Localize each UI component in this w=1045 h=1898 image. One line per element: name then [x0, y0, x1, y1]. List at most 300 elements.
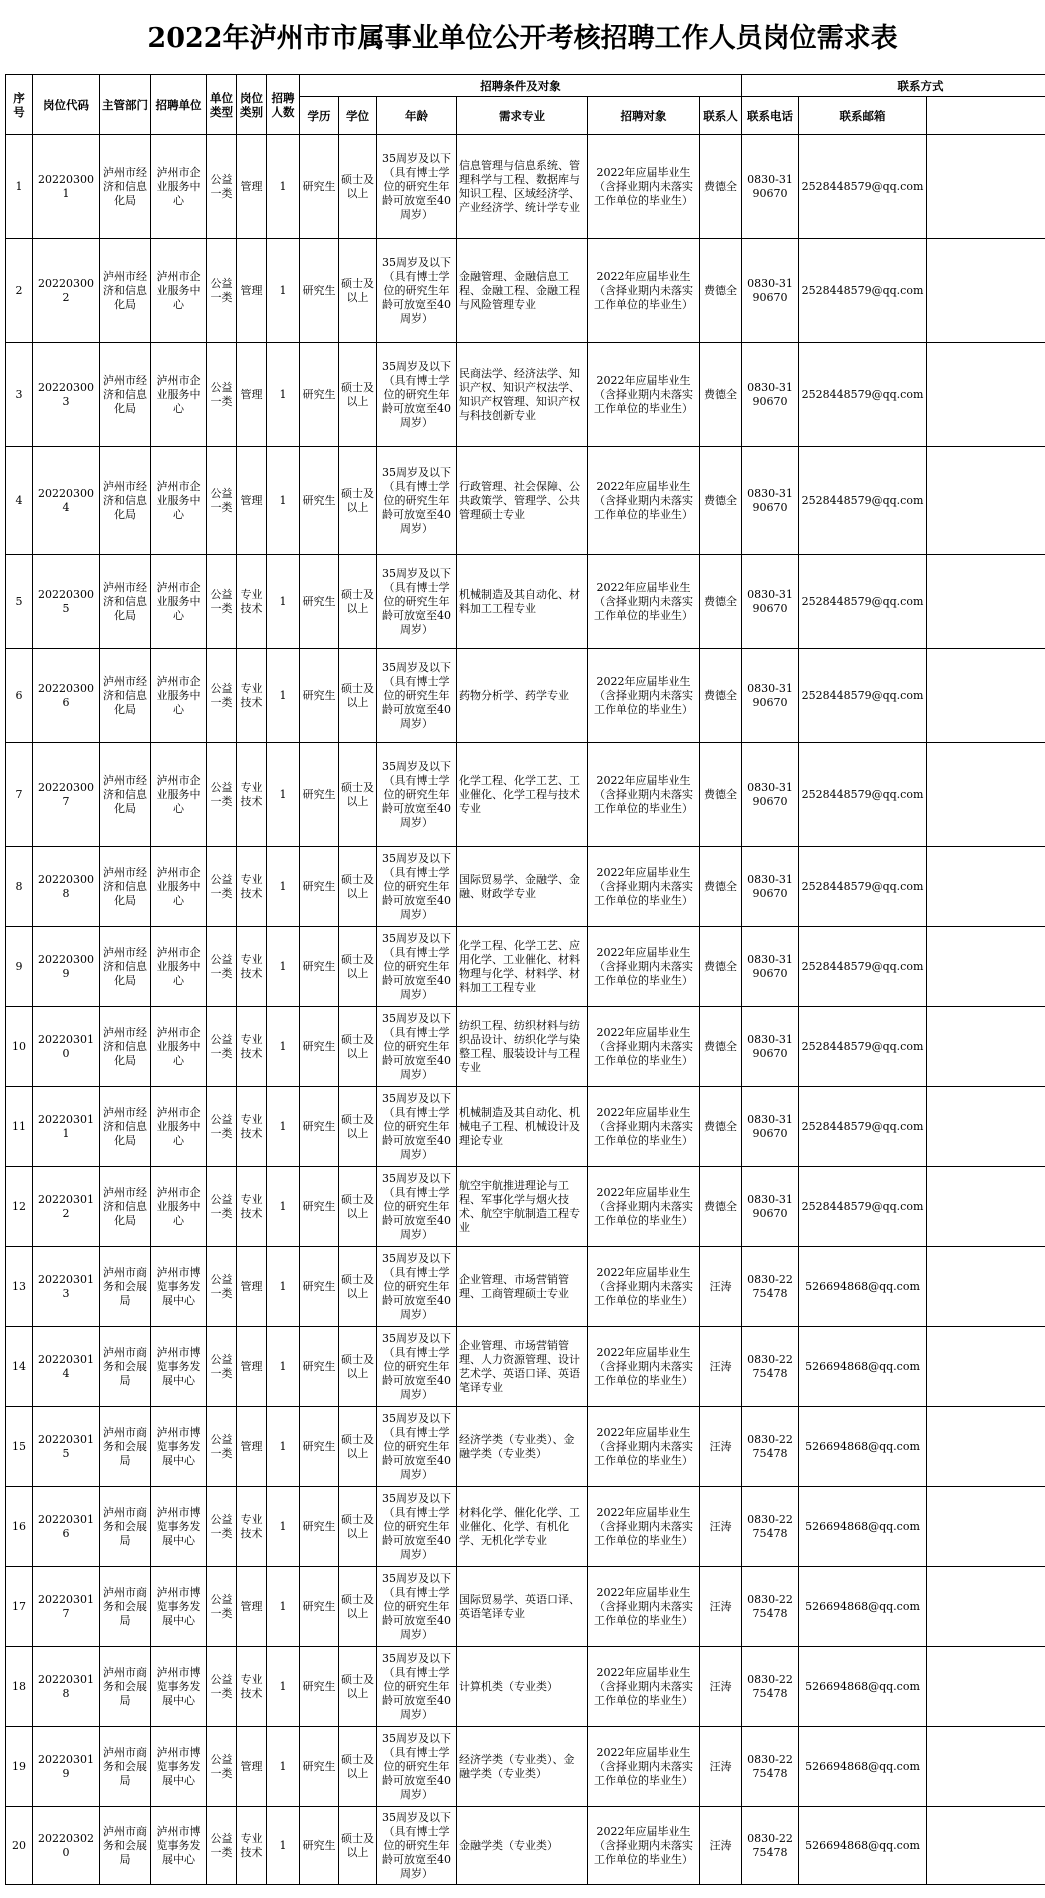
target-cell: 2022年应届毕业生（含择业期内未落实工作单位的毕业生）: [588, 447, 700, 555]
age-cell: 35周岁及以下（具有博士学位的研究生年龄可放宽至40周岁）: [377, 1567, 457, 1647]
remark-cell: [927, 1087, 1045, 1167]
col-header-post-category: 岗位类别: [237, 75, 267, 135]
unit-cell: 泸州市企业服务中心: [151, 343, 207, 447]
contact-person-cell: 费德全: [700, 1087, 742, 1167]
col-header-unit-type: 单位类型: [207, 75, 237, 135]
table-row: [6, 649, 1045, 743]
code-cell: 202203006: [33, 649, 100, 743]
email-cell: 526694868@qq.com: [799, 1727, 927, 1807]
education-cell: 研究生: [300, 1167, 339, 1247]
code-cell: 202203014: [33, 1327, 100, 1407]
dept-cell: 泸州市经济和信息化局: [100, 239, 151, 343]
table-row: [6, 927, 1045, 1007]
contact-person-cell: 费德全: [700, 447, 742, 555]
target-cell: 2022年应届毕业生（含择业期内未落实工作单位的毕业生）: [588, 1327, 700, 1407]
target-cell: 2022年应届毕业生（含择业期内未落实工作单位的毕业生）: [588, 743, 700, 847]
seq-cell: 14: [6, 1327, 33, 1407]
table-row: [6, 135, 1045, 239]
education-cell: 研究生: [300, 927, 339, 1007]
count-cell: 1: [267, 847, 300, 927]
contact-person-cell: 汪涛: [700, 1567, 742, 1647]
dept-cell: 泸州市经济和信息化局: [100, 555, 151, 649]
post-category-cell: 管理: [237, 1727, 267, 1807]
degree-cell: 硕士及以上: [339, 239, 377, 343]
email-cell: 2528448579@qq.com: [799, 447, 927, 555]
code-cell: 202203019: [33, 1727, 100, 1807]
table-row: [6, 1007, 1045, 1087]
target-cell: 2022年应届毕业生（含择业期内未落实工作单位的毕业生）: [588, 1807, 700, 1885]
unit-type-cell: 公益一类: [207, 927, 237, 1007]
unit-type-cell: 公益一类: [207, 135, 237, 239]
target-cell: 2022年应届毕业生（含择业期内未落实工作单位的毕业生）: [588, 847, 700, 927]
col-header-seq: 序号: [6, 75, 33, 135]
contact-person-cell: 汪涛: [700, 1407, 742, 1487]
age-cell: 35周岁及以下（具有博士学位的研究生年龄可放宽至40周岁）: [377, 1327, 457, 1407]
seq-cell: 20: [6, 1807, 33, 1885]
education-cell: 研究生: [300, 1327, 339, 1407]
degree-cell: 硕士及以上: [339, 1727, 377, 1807]
unit-cell: 泸州市企业服务中心: [151, 239, 207, 343]
major-cell: 金融学类（专业类）: [457, 1807, 588, 1885]
count-cell: 1: [267, 649, 300, 743]
email-cell: 2528448579@qq.com: [799, 135, 927, 239]
count-cell: 1: [267, 1647, 300, 1727]
remark-cell: [927, 1647, 1045, 1727]
count-cell: 1: [267, 1487, 300, 1567]
unit-cell: 泸州市企业服务中心: [151, 1087, 207, 1167]
recruitment-table: [5, 74, 1045, 1885]
page-title: 2022年泸州市市属事业单位公开考核招聘工作人员岗位需求表: [147, 23, 898, 54]
major-cell: 企业管理、市场营销管理、工商管理硕士专业: [457, 1247, 588, 1327]
education-cell: 研究生: [300, 1407, 339, 1487]
age-cell: 35周岁及以下（具有博士学位的研究生年龄可放宽至40周岁）: [377, 555, 457, 649]
unit-cell: 泸州市企业服务中心: [151, 1007, 207, 1087]
major-cell: 国际贸易学、英语口译、英语笔译专业: [457, 1567, 588, 1647]
major-cell: 国际贸易学、金融学、金融、财政学专业: [457, 847, 588, 927]
count-cell: 1: [267, 555, 300, 649]
count-cell: 1: [267, 1327, 300, 1407]
unit-cell: 泸州市企业服务中心: [151, 743, 207, 847]
unit-cell: 泸州市博览事务发展中心: [151, 1407, 207, 1487]
phone-cell: 0830-3190670: [742, 1087, 799, 1167]
post-category-cell: 管理: [237, 135, 267, 239]
remark-cell: [927, 649, 1045, 743]
post-category-cell: 管理: [237, 1327, 267, 1407]
dept-cell: 泸州市商务和会展局: [100, 1247, 151, 1327]
education-cell: 研究生: [300, 343, 339, 447]
unit-type-cell: 公益一类: [207, 447, 237, 555]
contact-person-cell: 汪涛: [700, 1647, 742, 1727]
code-cell: 202203009: [33, 927, 100, 1007]
seq-cell: 3: [6, 343, 33, 447]
education-cell: 研究生: [300, 1727, 339, 1807]
count-cell: 1: [267, 239, 300, 343]
table-row: [6, 447, 1045, 555]
remark-cell: [927, 1727, 1045, 1807]
unit-type-cell: 公益一类: [207, 743, 237, 847]
seq-cell: 13: [6, 1247, 33, 1327]
major-cell: 行政管理、社会保障、公共政策学、管理学、公共管理硕士专业: [457, 447, 588, 555]
dept-cell: 泸州市商务和会展局: [100, 1407, 151, 1487]
degree-cell: 硕士及以上: [339, 1567, 377, 1647]
education-cell: 研究生: [300, 1807, 339, 1885]
unit-cell: 泸州市企业服务中心: [151, 447, 207, 555]
target-cell: 2022年应届毕业生（含择业期内未落实工作单位的毕业生）: [588, 343, 700, 447]
dept-cell: 泸州市经济和信息化局: [100, 343, 151, 447]
col-header-major: 需求专业: [457, 97, 588, 135]
col-header-phone: 联系电话: [742, 97, 799, 135]
education-cell: 研究生: [300, 1647, 339, 1727]
seq-cell: 10: [6, 1007, 33, 1087]
seq-cell: 12: [6, 1167, 33, 1247]
target-cell: 2022年应届毕业生（含择业期内未落实工作单位的毕业生）: [588, 239, 700, 343]
count-cell: 1: [267, 447, 300, 555]
unit-cell: 泸州市企业服务中心: [151, 847, 207, 927]
post-category-cell: 管理: [237, 1247, 267, 1327]
unit-type-cell: 公益一类: [207, 1807, 237, 1885]
dept-cell: 泸州市经济和信息化局: [100, 1007, 151, 1087]
code-cell: 202203013: [33, 1247, 100, 1327]
col-header-contact: 联系方式: [742, 75, 1045, 97]
unit-cell: 泸州市博览事务发展中心: [151, 1727, 207, 1807]
table-header: [6, 75, 1045, 135]
col-header-unit: 招聘单位: [151, 75, 207, 135]
major-cell: 化学工程、化学工艺、应用化学、工业催化、材料物理与化学、材料学、材料加工工程专业: [457, 927, 588, 1007]
phone-cell: 0830-2275478: [742, 1327, 799, 1407]
table-body: [6, 135, 1045, 1885]
seq-cell: 5: [6, 555, 33, 649]
target-cell: 2022年应届毕业生（含择业期内未落实工作单位的毕业生）: [588, 555, 700, 649]
post-category-cell: 管理: [237, 343, 267, 447]
table-row: [6, 1727, 1045, 1807]
contact-person-cell: 汪涛: [700, 1327, 742, 1407]
education-cell: 研究生: [300, 447, 339, 555]
post-category-cell: 管理: [237, 447, 267, 555]
contact-person-cell: 费德全: [700, 1007, 742, 1087]
col-header-age: 年龄: [377, 97, 457, 135]
degree-cell: 硕士及以上: [339, 1407, 377, 1487]
count-cell: 1: [267, 1807, 300, 1885]
seq-cell: 9: [6, 927, 33, 1007]
phone-cell: 0830-3190670: [742, 1007, 799, 1087]
degree-cell: 硕士及以上: [339, 135, 377, 239]
age-cell: 35周岁及以下（具有博士学位的研究生年龄可放宽至40周岁）: [377, 1727, 457, 1807]
degree-cell: 硕士及以上: [339, 1087, 377, 1167]
age-cell: 35周岁及以下（具有博士学位的研究生年龄可放宽至40周岁）: [377, 1407, 457, 1487]
age-cell: 35周岁及以下（具有博士学位的研究生年龄可放宽至40周岁）: [377, 1247, 457, 1327]
remark-cell: [927, 447, 1045, 555]
phone-cell: 0830-2275478: [742, 1247, 799, 1327]
table-row: [6, 743, 1045, 847]
target-cell: 2022年应届毕业生（含择业期内未落实工作单位的毕业生）: [588, 927, 700, 1007]
remark-cell: [927, 1567, 1045, 1647]
code-cell: 202203018: [33, 1647, 100, 1727]
code-cell: 202203004: [33, 447, 100, 555]
seq-cell: 8: [6, 847, 33, 927]
target-cell: 2022年应届毕业生（含择业期内未落实工作单位的毕业生）: [588, 649, 700, 743]
table-row: [6, 1647, 1045, 1727]
table-row: [6, 1567, 1045, 1647]
table-row: [6, 1487, 1045, 1567]
unit-type-cell: 公益一类: [207, 1327, 237, 1407]
phone-cell: 0830-3190670: [742, 927, 799, 1007]
table-row: [6, 1407, 1045, 1487]
contact-person-cell: 费德全: [700, 847, 742, 927]
code-cell: 202203017: [33, 1567, 100, 1647]
major-cell: 企业管理、市场营销管理、人力资源管理、设计艺术学、英语口译、英语笔译专业: [457, 1327, 588, 1407]
unit-cell: 泸州市博览事务发展中心: [151, 1247, 207, 1327]
education-cell: 研究生: [300, 1007, 339, 1087]
phone-cell: 0830-2275478: [742, 1727, 799, 1807]
phone-cell: 0830-2275478: [742, 1487, 799, 1567]
remark-cell: [927, 1247, 1045, 1327]
post-category-cell: 管理: [237, 1407, 267, 1487]
email-cell: 2528448579@qq.com: [799, 1087, 927, 1167]
code-cell: 202203011: [33, 1087, 100, 1167]
seq-cell: 11: [6, 1087, 33, 1167]
target-cell: 2022年应届毕业生（含择业期内未落实工作单位的毕业生）: [588, 1567, 700, 1647]
table-row: [6, 1327, 1045, 1407]
phone-cell: 0830-3190670: [742, 343, 799, 447]
unit-type-cell: 公益一类: [207, 1407, 237, 1487]
contact-person-cell: 费德全: [700, 343, 742, 447]
remark-cell: [927, 743, 1045, 847]
phone-cell: 0830-3190670: [742, 847, 799, 927]
education-cell: 研究生: [300, 135, 339, 239]
remark-cell: [927, 555, 1045, 649]
major-cell: 计算机类（专业类）: [457, 1647, 588, 1727]
col-header-dept: 主管部门: [100, 75, 151, 135]
table-row: [6, 1167, 1045, 1247]
unit-type-cell: 公益一类: [207, 847, 237, 927]
education-cell: 研究生: [300, 1087, 339, 1167]
target-cell: 2022年应届毕业生（含择业期内未落实工作单位的毕业生）: [588, 1647, 700, 1727]
unit-type-cell: 公益一类: [207, 343, 237, 447]
unit-type-cell: 公益一类: [207, 1087, 237, 1167]
degree-cell: 硕士及以上: [339, 447, 377, 555]
unit-cell: 泸州市博览事务发展中心: [151, 1327, 207, 1407]
table-row: [6, 1087, 1045, 1167]
major-cell: 航空宇航推进理论与工程、军事化学与烟火技术、航空宇航制造工程专业: [457, 1167, 588, 1247]
unit-type-cell: 公益一类: [207, 1647, 237, 1727]
age-cell: 35周岁及以下（具有博士学位的研究生年龄可放宽至40周岁）: [377, 343, 457, 447]
code-cell: 202203016: [33, 1487, 100, 1567]
phone-cell: 0830-2275478: [742, 1807, 799, 1885]
count-cell: 1: [267, 1727, 300, 1807]
col-header-target: 招聘对象: [588, 97, 700, 135]
col-header-count: 招聘人数: [267, 75, 300, 135]
unit-cell: 泸州市博览事务发展中心: [151, 1487, 207, 1567]
remark-cell: [927, 1327, 1045, 1407]
table-row: [6, 1247, 1045, 1327]
code-cell: 202203010: [33, 1007, 100, 1087]
count-cell: 1: [267, 1407, 300, 1487]
age-cell: 35周岁及以下（具有博士学位的研究生年龄可放宽至40周岁）: [377, 135, 457, 239]
email-cell: 526694868@qq.com: [799, 1807, 927, 1885]
major-cell: 民商法学、经济法学、知识产权、知识产权法学、知识产权管理、知识产权与科技创新专业: [457, 343, 588, 447]
seq-cell: 6: [6, 649, 33, 743]
col-header-degree: 学位: [339, 97, 377, 135]
unit-type-cell: 公益一类: [207, 239, 237, 343]
unit-type-cell: 公益一类: [207, 555, 237, 649]
unit-type-cell: 公益一类: [207, 649, 237, 743]
seq-cell: 7: [6, 743, 33, 847]
phone-cell: 0830-3190670: [742, 555, 799, 649]
post-category-cell: 专业技术: [237, 555, 267, 649]
email-cell: 2528448579@qq.com: [799, 343, 927, 447]
dept-cell: 泸州市商务和会展局: [100, 1487, 151, 1567]
count-cell: 1: [267, 1247, 300, 1327]
remark-cell: [927, 1407, 1045, 1487]
degree-cell: 硕士及以上: [339, 1247, 377, 1327]
degree-cell: 硕士及以上: [339, 555, 377, 649]
phone-cell: 0830-3190670: [742, 743, 799, 847]
count-cell: 1: [267, 1087, 300, 1167]
code-cell: 202203020: [33, 1807, 100, 1885]
major-cell: 信息管理与信息系统、管理科学与工程、数据库与知识工程、区域经济学、产业经济学、统计学专业: [457, 135, 588, 239]
count-cell: 1: [267, 1007, 300, 1087]
email-cell: 526694868@qq.com: [799, 1647, 927, 1727]
contact-person-cell: 费德全: [700, 239, 742, 343]
post-category-cell: 管理: [237, 1567, 267, 1647]
remark-cell: [927, 847, 1045, 927]
seq-cell: 1: [6, 135, 33, 239]
email-cell: 526694868@qq.com: [799, 1247, 927, 1327]
unit-cell: 泸州市企业服务中心: [151, 649, 207, 743]
target-cell: 2022年应届毕业生（含择业期内未落实工作单位的毕业生）: [588, 1407, 700, 1487]
contact-person-cell: 汪涛: [700, 1807, 742, 1885]
count-cell: 1: [267, 1567, 300, 1647]
phone-cell: 0830-2275478: [742, 1647, 799, 1727]
age-cell: 35周岁及以下（具有博士学位的研究生年龄可放宽至40周岁）: [377, 743, 457, 847]
col-header-code: 岗位代码: [33, 75, 100, 135]
degree-cell: 硕士及以上: [339, 1487, 377, 1567]
education-cell: 研究生: [300, 649, 339, 743]
contact-person-cell: 汪涛: [700, 1487, 742, 1567]
age-cell: 35周岁及以下（具有博士学位的研究生年龄可放宽至40周岁）: [377, 1647, 457, 1727]
seq-cell: 17: [6, 1567, 33, 1647]
age-cell: 35周岁及以下（具有博士学位的研究生年龄可放宽至40周岁）: [377, 847, 457, 927]
post-category-cell: 专业技术: [237, 847, 267, 927]
degree-cell: 硕士及以上: [339, 743, 377, 847]
target-cell: 2022年应届毕业生（含择业期内未落实工作单位的毕业生）: [588, 1487, 700, 1567]
post-category-cell: 专业技术: [237, 1087, 267, 1167]
email-cell: 2528448579@qq.com: [799, 927, 927, 1007]
dept-cell: 泸州市商务和会展局: [100, 1647, 151, 1727]
count-cell: 1: [267, 927, 300, 1007]
code-cell: 202203002: [33, 239, 100, 343]
dept-cell: 泸州市商务和会展局: [100, 1807, 151, 1885]
email-cell: 2528448579@qq.com: [799, 1167, 927, 1247]
education-cell: 研究生: [300, 555, 339, 649]
remark-cell: [927, 1007, 1045, 1087]
target-cell: 2022年应届毕业生（含择业期内未落实工作单位的毕业生）: [588, 135, 700, 239]
major-cell: 药物分析学、药学专业: [457, 649, 588, 743]
degree-cell: 硕士及以上: [339, 343, 377, 447]
post-category-cell: 专业技术: [237, 927, 267, 1007]
post-category-cell: 专业技术: [237, 1807, 267, 1885]
email-cell: 2528448579@qq.com: [799, 649, 927, 743]
code-cell: 202203015: [33, 1407, 100, 1487]
count-cell: 1: [267, 743, 300, 847]
major-cell: 经济学类（专业类）、金融学类（专业类）: [457, 1407, 588, 1487]
code-cell: 202203012: [33, 1167, 100, 1247]
code-cell: 202203008: [33, 847, 100, 927]
seq-cell: 2: [6, 239, 33, 343]
target-cell: 2022年应届毕业生（含择业期内未落实工作单位的毕业生）: [588, 1247, 700, 1327]
phone-cell: 0830-3190670: [742, 447, 799, 555]
education-cell: 研究生: [300, 1487, 339, 1567]
contact-person-cell: 费德全: [700, 649, 742, 743]
contact-person-cell: 费德全: [700, 743, 742, 847]
target-cell: 2022年应届毕业生（含择业期内未落实工作单位的毕业生）: [588, 1007, 700, 1087]
seq-cell: 4: [6, 447, 33, 555]
post-category-cell: 专业技术: [237, 1487, 267, 1567]
degree-cell: 硕士及以上: [339, 1167, 377, 1247]
dept-cell: 泸州市经济和信息化局: [100, 927, 151, 1007]
unit-cell: 泸州市企业服务中心: [151, 1167, 207, 1247]
degree-cell: 硕士及以上: [339, 1647, 377, 1727]
col-header-contact-person: 联系人: [700, 97, 742, 135]
remark-cell: [927, 1807, 1045, 1885]
unit-cell: 泸州市博览事务发展中心: [151, 1807, 207, 1885]
remark-cell: [927, 1487, 1045, 1567]
unit-type-cell: 公益一类: [207, 1007, 237, 1087]
education-cell: 研究生: [300, 239, 339, 343]
unit-type-cell: 公益一类: [207, 1167, 237, 1247]
unit-type-cell: 公益一类: [207, 1567, 237, 1647]
major-cell: 金融管理、金融信息工程、金融工程、金融工程与风险管理专业: [457, 239, 588, 343]
seq-cell: 19: [6, 1727, 33, 1807]
major-cell: 机械制造及其自动化、机械电子工程、机械设计及理论专业: [457, 1087, 588, 1167]
email-cell: 2528448579@qq.com: [799, 847, 927, 927]
post-category-cell: 专业技术: [237, 649, 267, 743]
email-cell: 526694868@qq.com: [799, 1567, 927, 1647]
col-header-email: 联系邮箱: [799, 97, 927, 135]
age-cell: 35周岁及以下（具有博士学位的研究生年龄可放宽至40周岁）: [377, 649, 457, 743]
table-row: [6, 239, 1045, 343]
post-category-cell: 专业技术: [237, 743, 267, 847]
age-cell: 35周岁及以下（具有博士学位的研究生年龄可放宽至40周岁）: [377, 1807, 457, 1885]
email-cell: 2528448579@qq.com: [799, 1007, 927, 1087]
table-row: [6, 1807, 1045, 1885]
post-category-cell: 管理: [237, 239, 267, 343]
post-category-cell: 专业技术: [237, 1167, 267, 1247]
unit-cell: 泸州市企业服务中心: [151, 555, 207, 649]
age-cell: 35周岁及以下（具有博士学位的研究生年龄可放宽至40周岁）: [377, 1087, 457, 1167]
major-cell: 机械制造及其自动化、材料加工工程专业: [457, 555, 588, 649]
table-row: [6, 555, 1045, 649]
degree-cell: 硕士及以上: [339, 1807, 377, 1885]
remark-cell: [927, 927, 1045, 1007]
code-cell: 202203007: [33, 743, 100, 847]
dept-cell: 泸州市经济和信息化局: [100, 447, 151, 555]
degree-cell: 硕士及以上: [339, 927, 377, 1007]
education-cell: 研究生: [300, 847, 339, 927]
seq-cell: 16: [6, 1487, 33, 1567]
table-row: [6, 343, 1045, 447]
phone-cell: 0830-3190670: [742, 135, 799, 239]
count-cell: 1: [267, 343, 300, 447]
code-cell: 202203005: [33, 555, 100, 649]
col-header-education: 学历: [300, 97, 339, 135]
target-cell: 2022年应届毕业生（含择业期内未落实工作单位的毕业生）: [588, 1087, 700, 1167]
contact-person-cell: 汪涛: [700, 1247, 742, 1327]
major-cell: 材料化学、催化化学、工业催化、化学、有机化学、无机化学专业: [457, 1487, 588, 1567]
code-cell: 202203001: [33, 135, 100, 239]
post-category-cell: 专业技术: [237, 1647, 267, 1727]
dept-cell: 泸州市经济和信息化局: [100, 1087, 151, 1167]
